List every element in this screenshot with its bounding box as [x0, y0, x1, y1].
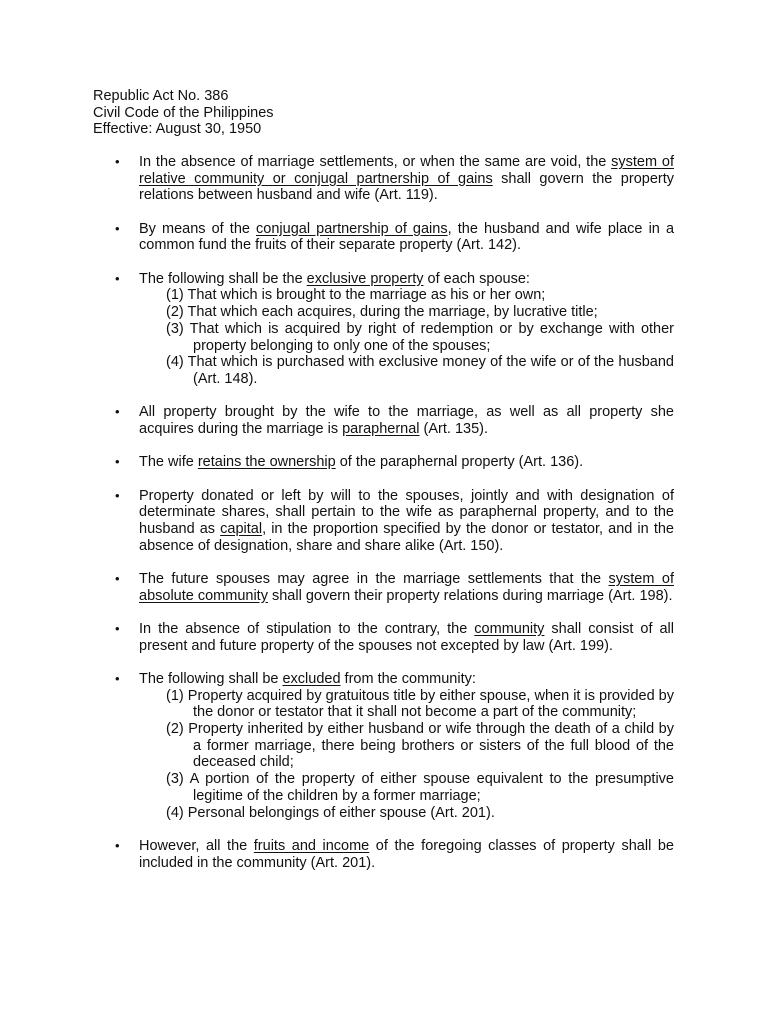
provision-text-tail: shall govern the property relations between husband and wife (Art. 119). [139, 170, 674, 204]
provision-text [139, 838, 674, 871]
provision-text [139, 454, 674, 471]
sub-item: (1) That which is brought to the marriage as his or her own; [166, 287, 546, 304]
sub-item: (2) That which each acquires, during the marriage, by lucrative title; [166, 304, 598, 321]
provision-text-tail: from the community: [340, 670, 476, 687]
provision-text [139, 621, 674, 654]
bullet-marker: • [115, 220, 120, 236]
bullet-marker: • [115, 270, 120, 286]
bullet-marker: • [115, 487, 120, 503]
underlined-term: retains the ownership [197, 454, 336, 471]
provision-item [115, 571, 674, 604]
provision-text-tail: of each spouse: [423, 270, 530, 287]
underlined-term: excluded [282, 670, 341, 687]
provision-item [115, 621, 674, 654]
provision-text [139, 221, 674, 254]
provision-text-lead: The future spouses may agree in the marriage settlements that the [139, 570, 609, 587]
underlined-term: capital [220, 520, 263, 537]
provision-list [115, 154, 674, 888]
provision-item [115, 671, 674, 821]
underlined-term: exclusive property [306, 270, 424, 287]
sub-item: (1) Property acquired by gratuitous title by either spouse, when it is provided by the donor or testator that it shall not become a part of the community; [166, 687, 674, 721]
sub-item: (3) That which is acquired by right of redemption or by exchange with other property belonging to only one of the spouses; [166, 320, 674, 354]
bullet-marker: • [115, 454, 120, 470]
bullet-marker: • [115, 670, 120, 686]
provision-text-tail: , the husband and wife place in a common fund the fruits of their separate property (Art. 142). [139, 220, 675, 254]
sub-item-list [139, 688, 674, 822]
provision-text-lead: The following shall be [139, 670, 283, 687]
provision-item [115, 271, 674, 388]
effective-date: Effective: August 30, 1950 [93, 121, 262, 138]
underlined-term: system of absolute community [139, 570, 674, 604]
provision-text-lead: In the absence of marriage settlements, or when the same are void, the [139, 154, 612, 170]
provision-text-lead: By means of the [139, 220, 257, 237]
provision-item [115, 154, 674, 204]
provision-text [139, 571, 674, 604]
provision-text-lead: Property donated or left by will to the spouses, jointly and with designation of determinate shares, shall pertain to the wife as paraphernal property, and to the husband as [139, 487, 674, 537]
provision-item [115, 838, 674, 871]
provision-text-lead: All property brought by the wife to the marriage, as well as all property she acquires during the marriage is [139, 404, 674, 437]
document-header [93, 88, 274, 138]
provision-text-tail: (Art. 135). [419, 420, 489, 437]
provision-item [115, 404, 674, 437]
provision-text-lead: In the absence of stipulation to the contrary, the [139, 620, 475, 637]
provision-item [115, 454, 674, 471]
bullet-marker: • [115, 404, 120, 420]
provision-text-tail: , in the proportion specified by the donor or testator, and in the absence of designation, share and share alike (Art. 150). [139, 520, 674, 554]
provision-item [115, 488, 674, 555]
provision-text-lead: The wife [139, 454, 198, 471]
provision-text-tail: of the foregoing classes of property shall be included in the community (Art. 201). [139, 837, 674, 871]
underlined-term: paraphernal [342, 420, 420, 437]
sub-item: (4) Personal belongings of either spouse (Art. 201). [166, 804, 495, 821]
sub-item: (4) That which is purchased with exclusive money of the wife or of the husband (Art. 148). [166, 354, 674, 387]
bullet-marker: • [115, 837, 120, 853]
bullet-marker: • [115, 570, 120, 586]
sub-item-list [139, 287, 674, 387]
act-number: Republic Act No. 386 [93, 88, 229, 104]
provision-text-lead: The following shall be the [139, 270, 307, 287]
provision-text [139, 271, 674, 288]
provision-text [139, 404, 674, 437]
provision-text [139, 488, 674, 555]
provision-item [115, 221, 674, 254]
underlined-term: conjugal partnership of gains [256, 220, 448, 237]
bullet-marker: • [115, 620, 120, 636]
underlined-term: fruits and income [253, 837, 370, 854]
provision-text-lead: However, all the [139, 837, 254, 854]
provision-text [139, 671, 674, 688]
provision-text [139, 154, 674, 204]
provision-text-tail: shall govern their property relations during marriage (Art. 198). [267, 587, 673, 604]
sub-item: (3) A portion of the property of either spouse equivalent to the presumptive legitime of the children by a former marriage; [166, 771, 674, 804]
underlined-term: system of relative community or conjugal partnership of gains [139, 154, 674, 187]
bullet-marker: • [115, 154, 120, 169]
underlined-term: community [474, 620, 545, 637]
provision-text-tail: shall consist of all present and future property of the spouses not excepted by law (Art. 199). [139, 620, 674, 654]
provision-text-tail: of the paraphernal property (Art. 136). [335, 454, 584, 471]
code-title: Civil Code of the Philippines [93, 104, 274, 121]
sub-item: (2) Property inherited by either husband or wife through the death of a child by a former marriage, there being brothers or sisters of the full blood of the deceased child; [166, 721, 674, 771]
